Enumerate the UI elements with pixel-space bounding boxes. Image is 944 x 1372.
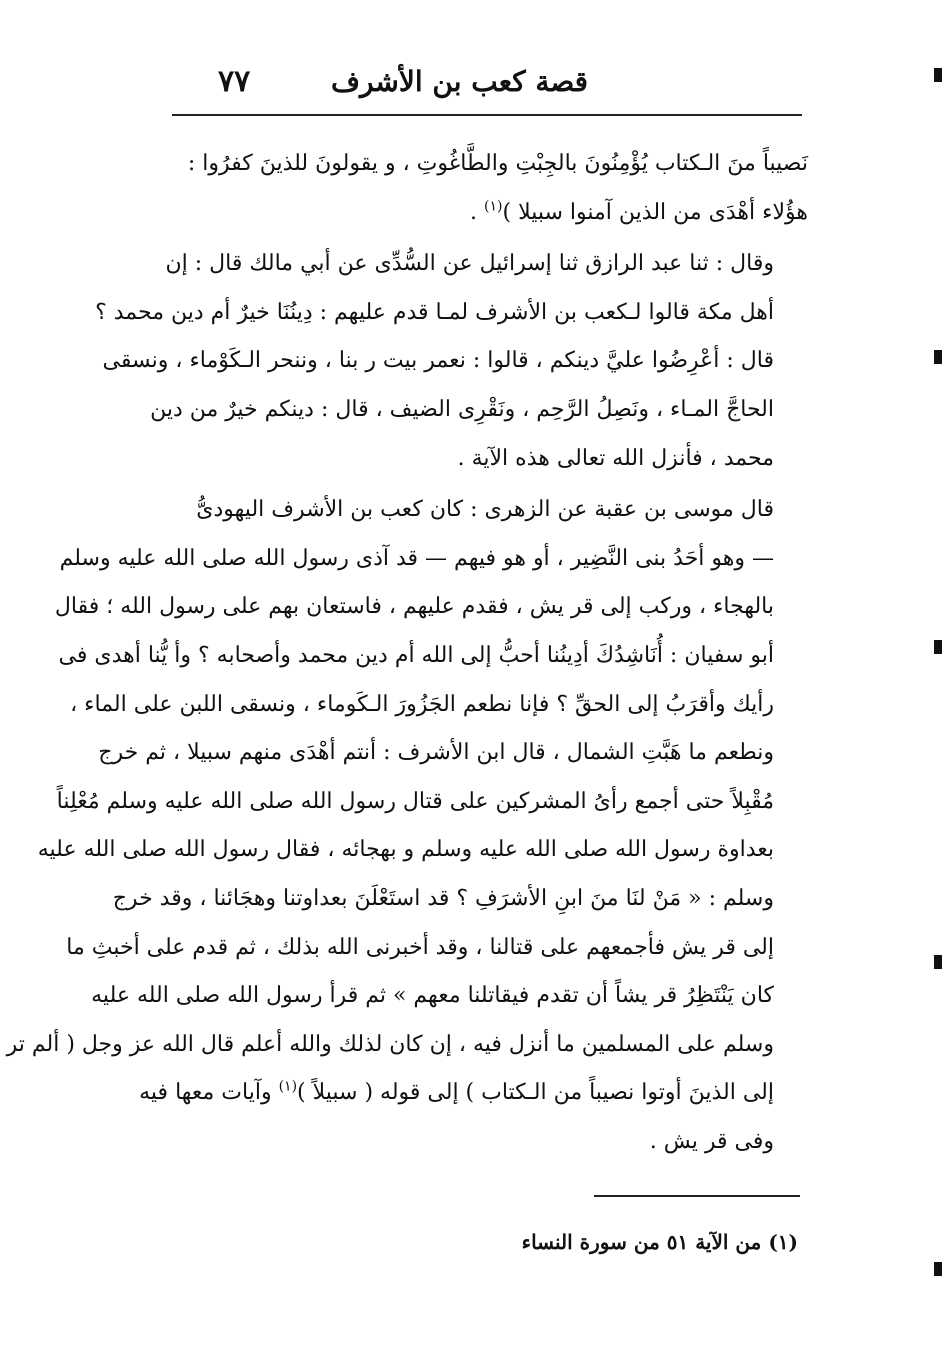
text-line: الحاجَّ المـاء ، ونَصِلُ الرَّحِم ، ونَقْرِى الضيف ، قال : دينكم خيرٌ من دين (150, 396, 774, 422)
text-line: رأيك وأقرَبُ إلى الحقِّ ؟ فإنا نطعم الجَزُورَ الـكَوماء ، ونسقى اللبن على الماء ، (70, 691, 774, 717)
line-text: هؤُلاء أهْدَى من الذين آمنوا سبيلا ) (502, 199, 808, 225)
line-text: إلى الذينَ أوتوا نصيباً من الـكتاب ) إلى قوله ( سبيلاً ) (297, 1080, 774, 1106)
text-line: كان يَنْتَظِرُ قر يشاً أن تقدم فيقاتلنا معهم » ثم قرأ رسول الله صلى الله عليه (91, 983, 774, 1009)
text-line: ونطعم ما هَبَّتِ الشمال ، قال ابن الأشرف : أنتم أهْدَى منهم سبيلا ، ثم خرج (98, 740, 774, 766)
scan-edge-mark (934, 68, 942, 82)
text-line: قال موسى بن عقبة عن الزهرى : كان كعب بن الأشرف اليهودىُّ (196, 497, 774, 523)
footnote-reference: (١) (484, 198, 503, 215)
text-line: مُقْبِلاً حتى أجمع رأىُ المشركين على قتال رسول الله صلى الله عليه وسلم مُعْلِناً (56, 788, 774, 814)
text-line: وقال : ثنا عبد الرازق ثنا إسرائيل عن السُّدِّى عن أبي مالك قال : إن (165, 251, 774, 277)
text-line: قال : أعْرِضُوا عليَّ دينكم ، قالوا : نعمر بيت ر بنا ، وننحر الـكَوْماء ، ونسقى (102, 348, 774, 374)
text-line: وسلم : « مَنْ لنَا منَ ابنِ الأشرَفِ ؟ قد استَعْلَنَ بعداوتنا وهجَائنا ، وقد خرج (112, 885, 774, 911)
text-line: بالهجاء ، وركب إلى قر يش ، فقدم عليهم ، فاستعان بهم على رسول الله ؛ فقال (54, 594, 774, 620)
text-line: — وهو أحَدُ بنى النَّضِير ، أو هو فيهم — قد آذى رسول الله صلى الله عليه وسلم (59, 545, 774, 571)
page-body (6, 140, 808, 1169)
running-title: قصة كعب بن الأشرف (330, 65, 588, 98)
scan-edge-mark (934, 1262, 942, 1276)
text-line: وفى قر يش . (649, 1128, 774, 1154)
footnote-divider (594, 1195, 800, 1197)
text-line: أبو سفيان : أُنَاشِدُكَ أدِينُنا أحبُّ إلى الله أم دين محمد وأصحابه ؟ وأ يُّنا أهدى فى (58, 642, 774, 668)
page-header (172, 58, 802, 110)
page-number: ٧٧ (218, 64, 251, 99)
header-divider (172, 114, 802, 116)
footnote-reference: (١) (278, 1078, 298, 1095)
paragraph-3 (6, 486, 808, 1166)
text-line: نَصيباً منَ الـكتاب يُؤْمِنُونَ بالجِبْتِ والطَّاغُوتِ ، و يقولونَ للذينَ كفرُوا : (187, 151, 808, 176)
paragraph-1 (166, 140, 808, 237)
paragraph-2 (95, 240, 808, 483)
footnote: (١) من الآية ٥١ من سورة النساء (521, 1230, 798, 1254)
scan-edge-mark (934, 955, 942, 969)
text-line: محمد ، فأنزل الله تعالى هذه الآية . (457, 445, 774, 471)
line-text-tail: وآيات معها فيه (139, 1080, 279, 1106)
text-line: أهل مكة قالوا لـكعب بن الأشرف لمـا قدم عليهم : دِينُنَا خيرٌ أم دين محمد ؟ (95, 299, 774, 325)
scan-edge-mark (934, 640, 942, 654)
text-line: وسلم على المسلمين ما أنزل فيه ، إن كان لذلك والله أعلم قال الله عز وجل ( ألم تر (6, 1031, 774, 1057)
text-line (166, 189, 808, 238)
scan-edge-mark (934, 350, 942, 364)
text-line: بعداوة رسول الله صلى الله عليه وسلم و بهجائه ، فقال رسول الله صلى الله عليه (37, 837, 774, 863)
text-line (139, 1069, 808, 1118)
text-line: إلى قر يش فأجمعهم على قتالنا ، وقد أخبرنى الله بذلك ، ثم قدم على أخبثِ ما (66, 934, 774, 960)
line-text-tail: . (470, 199, 485, 225)
